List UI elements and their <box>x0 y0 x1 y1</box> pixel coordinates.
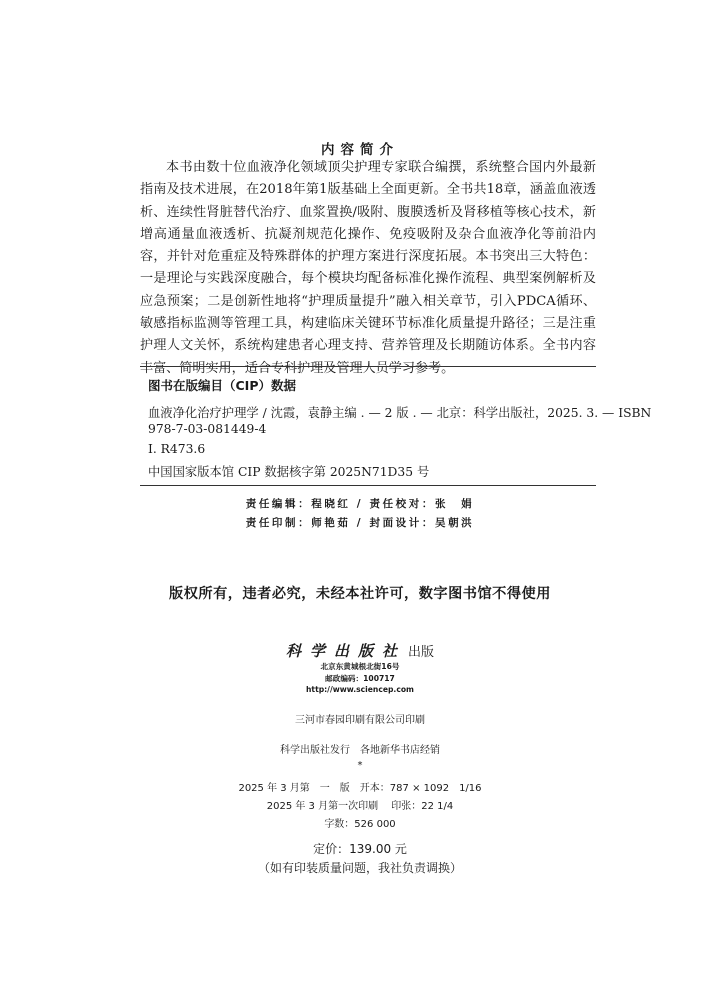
cip-bottom-rule <box>140 485 596 486</box>
publisher-logo: 科学出版社 <box>285 642 406 660</box>
printer-info: 三河市春园印刷有限公司印刷 <box>295 715 425 726</box>
quality-notice: （如有印装质量问题，我社负责调换） <box>257 861 462 875</box>
copyright-notice: 版权所有，违者必究，未经本社许可，数字图书馆不得使用 <box>169 586 551 602</box>
cip-title: 图书在版编目（CIP）数据 <box>148 378 296 393</box>
distribution-info: 科学出版社发行 各地新华书店经销 <box>280 745 440 756</box>
publisher-line <box>0 640 720 661</box>
printing-info: 2025 年 3 月第一次印刷 印张：22 1/4 <box>266 801 454 812</box>
separator-star: * <box>357 760 363 771</box>
cip-line-1: 血液净化治疗护理学 / 沈霞，袁静主编 . — 2 版 . — 北京：科学出版社，2025. 3. — ISBN <box>148 406 652 420</box>
wordcount-info: 字数：526 000 <box>324 819 396 830</box>
intro-body: 本书由数十位血液净化领域顶尖护理专家联合编撰，系统整合国内外最新指南及技术进展，在2018年第1版基础上全面更新。全书共18章，涵盖血液透析、连续性肾脏替代治疗、血浆置换/吸附、腹膜透析及肾移植等核心技术，新增高通量血液透析、抗凝剂规范化操作、免疫吸附及杂合血液净化等前沿内容，并针对危重症及特殊群体的护理方案进行深度拓展。本书突出三大特色：一是理论与实践深度融合，每个模块均配备标准化操作流程、典型案例解析及应急预案；二是创新性地将“护理质量提升”融入相关章节，引入PDCA循环、敏感指标监测等管理工具，构建临床关键环节标准化质量提升路径；三是注重护理人文关怀，系统构建患者心理支持、营养管理及长期随访体系。全书内容丰富、简明实用，适合专科护理及管理人员学习参考。 <box>140 160 596 376</box>
price: 定价：139.00 元 <box>313 842 407 856</box>
editor-line-1: 责任编辑：程晓红 / 责任校对：张 娟 <box>245 498 475 510</box>
publisher-url: http://www.sciencep.com <box>306 685 414 694</box>
cip-top-rule <box>140 366 596 367</box>
publisher-postcode: 邮政编码：100717 <box>325 674 395 683</box>
cip-line-2: 978-7-03-081449-4 <box>148 422 267 436</box>
publisher-suffix: 出版 <box>408 645 435 660</box>
cip-line-4: 中国国家版本馆 CIP 数据核字第 2025N71D35 号 <box>148 465 430 479</box>
cip-line-3: Ⅰ. R473.6 <box>148 442 206 456</box>
publisher-address: 北京东黄城根北街16号 <box>320 662 400 671</box>
editor-line-2: 责任印制：师艳茹 / 封面设计：吴朝洪 <box>245 517 475 529</box>
intro-title: 内容简介 <box>321 142 399 158</box>
edition-info: 2025 年 3 月第 一 版 开本：787 × 1092 1/16 <box>238 783 482 794</box>
